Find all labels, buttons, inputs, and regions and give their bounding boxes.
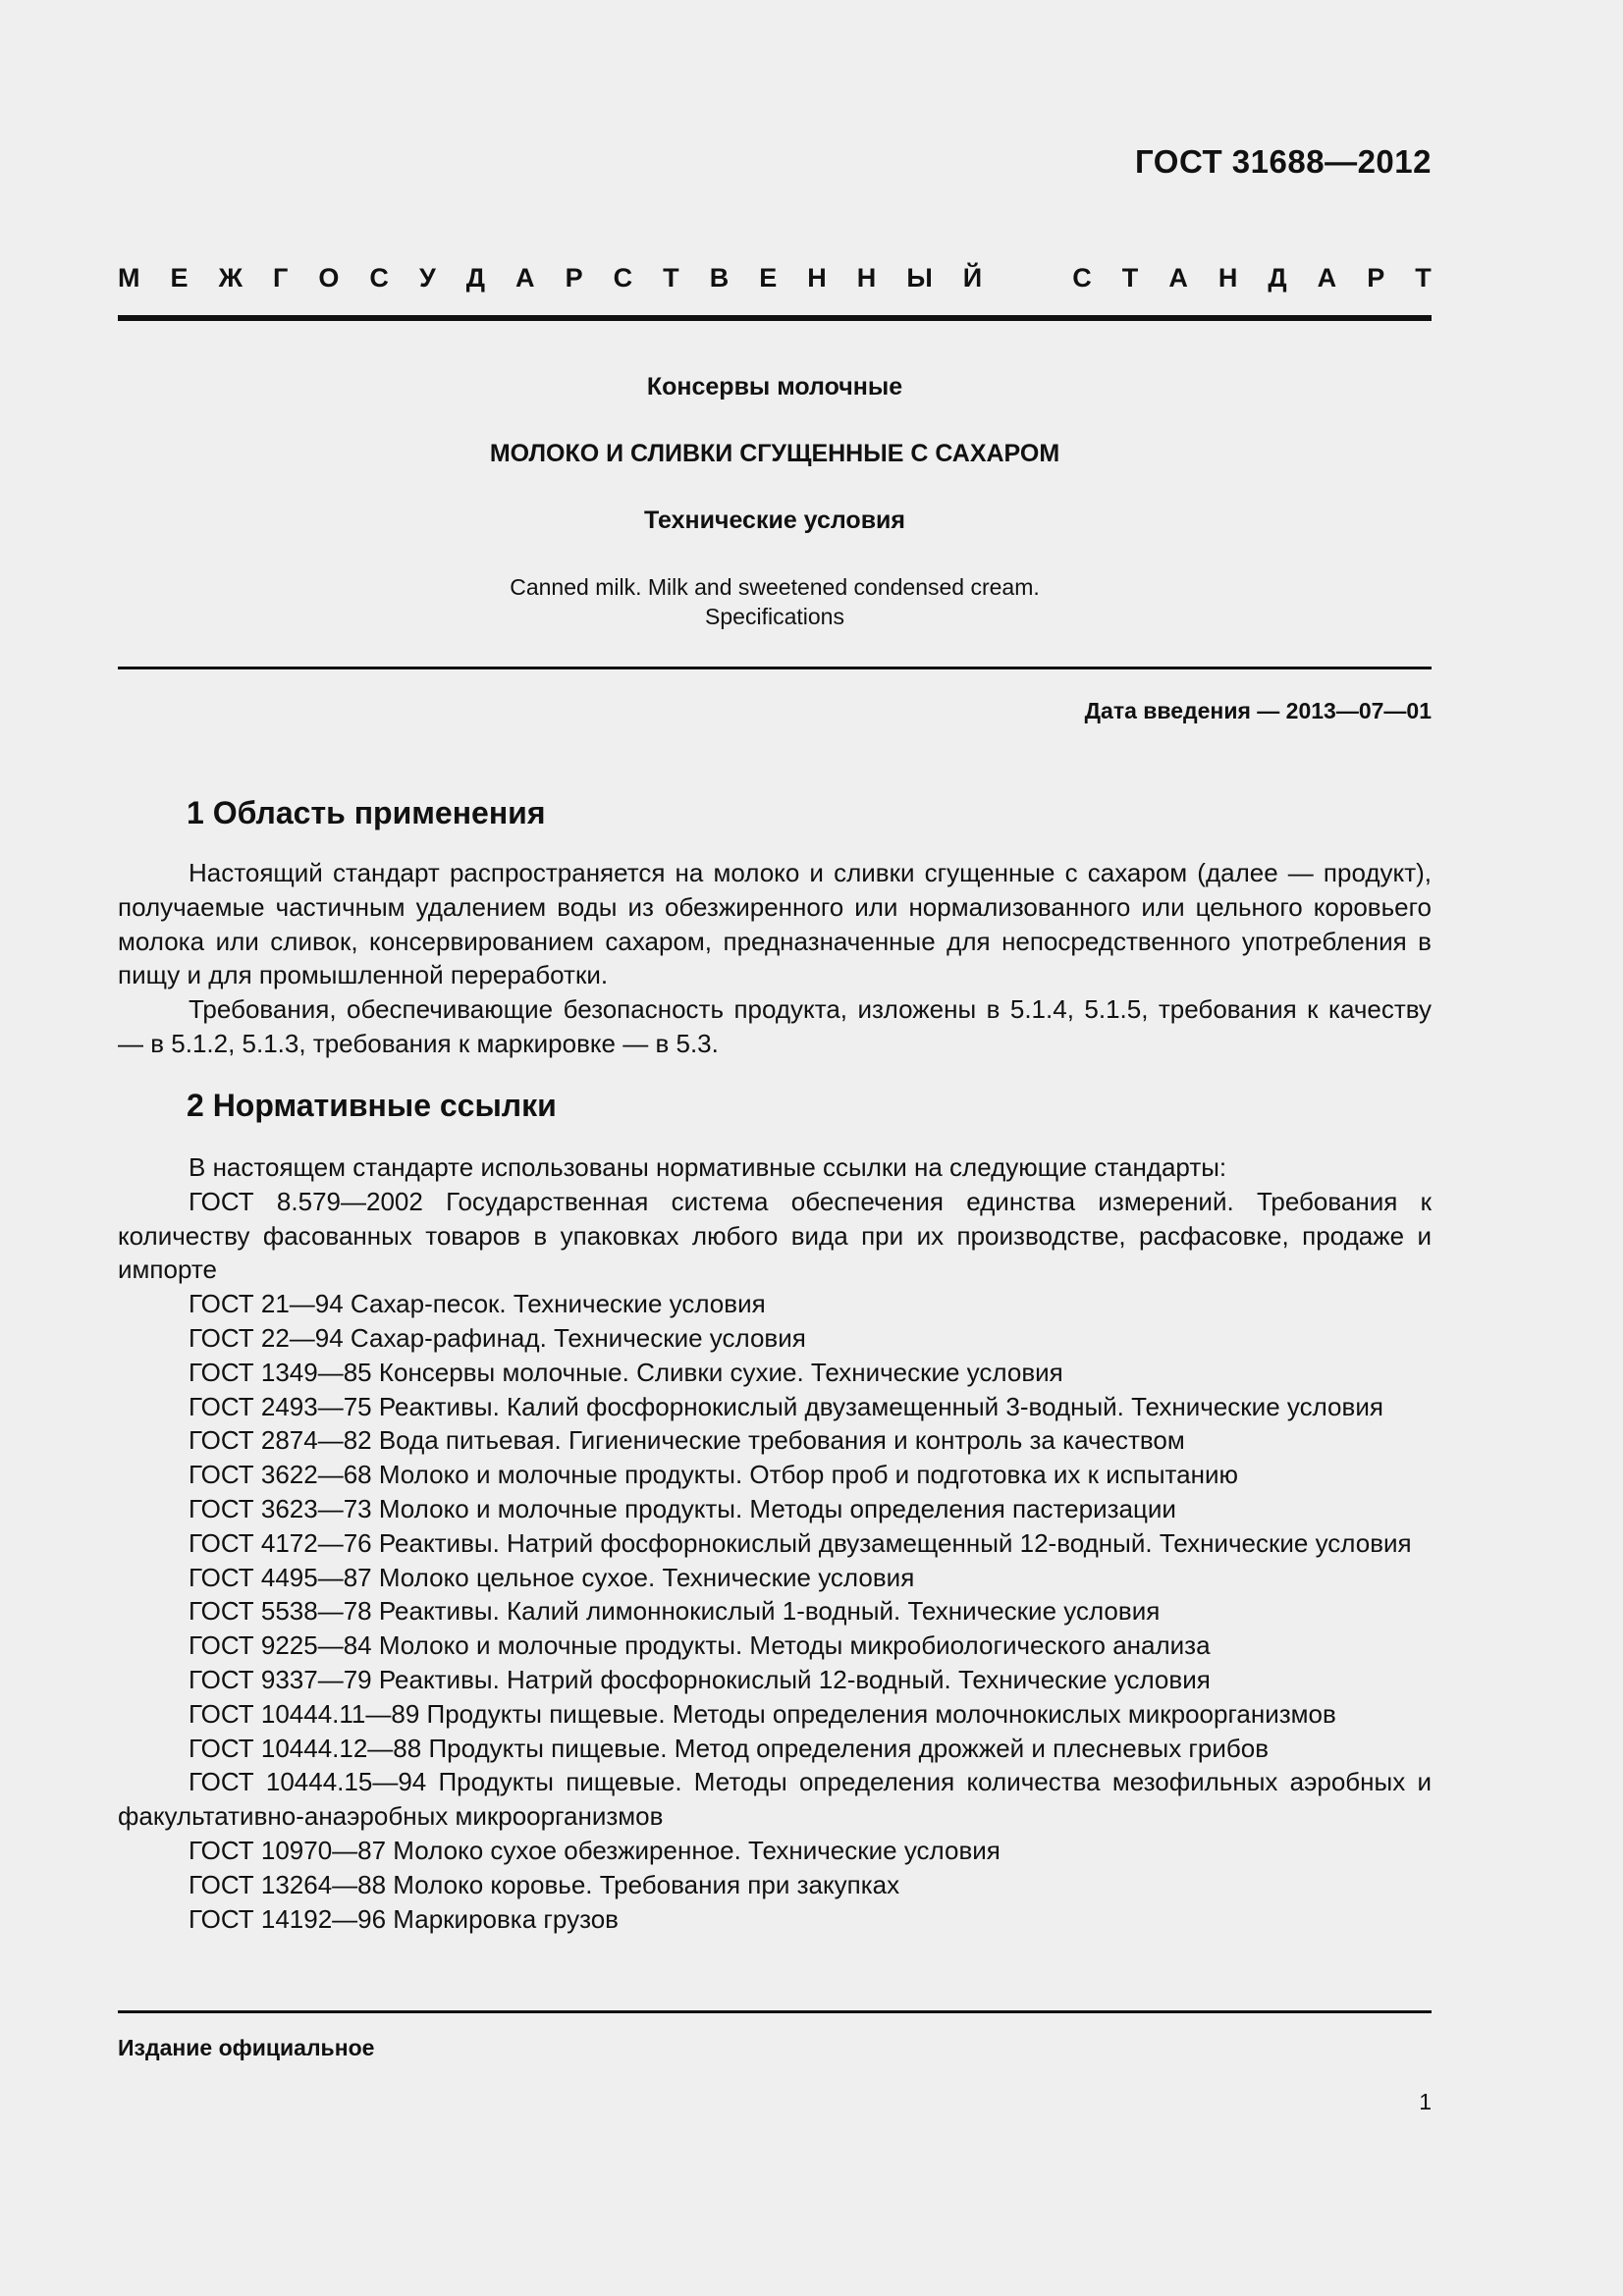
reference-item: ГОСТ 10444.11—89 Продукты пищевые. Методы определения молочнокислых микроорганизмов (189, 1698, 1336, 1729)
reference-item: ГОСТ 1349—85 Консервы молочные. Сливки сухие. Технические условия (189, 1357, 1063, 1387)
footer-divider (118, 2010, 1432, 2013)
banner-letter: Ы (906, 262, 933, 293)
banner-letter: С (1072, 262, 1092, 293)
banner-letter: О (318, 262, 340, 293)
banner-letter: М (118, 262, 140, 293)
banner-letter: Т (1415, 262, 1432, 293)
banner-letter: С (613, 262, 633, 293)
banner-letter: Т (663, 262, 679, 293)
reference-item: ГОСТ 10444.15—94 Продукты пищевые. Методы определения количества мезофильных аэробных и факультативно-анаэробных микроорганизмов (118, 1767, 1432, 1832)
title-divider (118, 667, 1432, 669)
reference-item: ГОСТ 21—94 Сахар-песок. Технические условия (189, 1289, 766, 1319)
banner-letter: Ж (218, 262, 243, 293)
reference-item: ГОСТ 3622—68 Молоко и молочные продукты. Отбор проб и подготовка их к испытанию (189, 1460, 1238, 1490)
banner-letter: Н (807, 262, 827, 293)
reference-item: ГОСТ 13264—88 Молоко коровье. Требования при закупках (189, 1869, 900, 1899)
banner-letter: Г (273, 262, 289, 293)
title-subtitle: Технические условия (643, 507, 906, 534)
banner-letter: Д (465, 262, 486, 293)
paragraph: Настоящий стандарт распространяется на молоко и сливки сгущенные с сахаром (далее — продукт), получаемые частичным удалением воды из обезжиренного или нормализованного или цельного коровьего молока или сливок, консервированием сахаром, предназначенные для непосредственного употребления в пищу и для промышленной переработки. (118, 858, 1432, 990)
banner-letter: Е (759, 262, 778, 293)
banner-letter: У (418, 262, 436, 293)
reference-item: ГОСТ 3623—73 Молоко и молочные продукты. Методы определения пастеризации (189, 1493, 1176, 1523)
gost-code: ГОСТ 31688—2012 (1135, 143, 1432, 180)
banner-letter: Е (170, 262, 189, 293)
reference-item: ГОСТ 2874—82 Вода питьевая. Гигиенические требования и контроль за качеством (189, 1425, 1185, 1456)
reference-item: ГОСТ 14192—96 Маркировка грузов (189, 1903, 619, 1934)
official-edition-label: Издание официальное (118, 2035, 375, 2060)
reference-item: ГОСТ 5538—78 Реактивы. Калий лимоннокислый 1-водный. Технические условия (189, 1596, 1161, 1627)
header-divider (118, 315, 1432, 321)
title-category: Консервы молочные (646, 373, 903, 400)
document-page (118, 0, 1432, 2296)
title-english (118, 572, 1432, 631)
banner-letter: В (709, 262, 730, 293)
reference-item: ГОСТ 2493—75 Реактивы. Калий фосфорнокислый двузамещенный 3-водный. Технические условия (189, 1391, 1383, 1421)
banner-letter: А (1317, 262, 1337, 293)
reference-item: ГОСТ 9225—84 Молоко и молочные продукты. Методы микробиологического анализа (189, 1630, 1211, 1661)
banner-letter: Н (1217, 262, 1238, 293)
reference-item: ГОСТ 10970—87 Молоко сухое обезжиренное. Технические условия (189, 1835, 1001, 1865)
banner-letter: Т (1121, 262, 1139, 293)
title-english-line: Canned milk. Milk and sweetened condensed cream. (510, 574, 1040, 600)
banner-letter: Р (565, 262, 583, 293)
reference-item: ГОСТ 4495—87 Молоко цельное сухое. Технические условия (189, 1562, 915, 1592)
paragraph: В настоящем стандарте использованы нормативные ссылки на следующие стандарты: (189, 1152, 1227, 1182)
section-body (118, 856, 1432, 1061)
reference-item: ГОСТ 8.579—2002 Государственная система обеспечения единства измерений. Требования к количеству фасованных товаров в упаковках любого вида при их производстве, расфасовке, продаже и импорте (118, 1186, 1432, 1285)
section-heading: 2 Нормативные ссылки (187, 1088, 557, 1123)
banner-letter: Н (856, 262, 877, 293)
reference-item: ГОСТ 4172—76 Реактивы. Натрий фосфорнокислый двузамещенный 12-водный. Технические условия (189, 1527, 1412, 1558)
reference-item: ГОСТ 10444.12—88 Продукты пищевые. Метод определения дрожжей и плесневых грибов (189, 1733, 1270, 1763)
banner-letter: А (1168, 262, 1188, 293)
banner-letter: Й (962, 262, 983, 293)
page-number: 1 (1419, 2089, 1432, 2114)
introduction-date: Дата введения — 2013—07—01 (1084, 698, 1432, 723)
banner-letter: С (369, 262, 389, 293)
reference-item: ГОСТ 22—94 Сахар-рафинад. Технические условия (189, 1322, 806, 1353)
reference-item: ГОСТ 9337—79 Реактивы. Натрий фосфорнокислый 12-водный. Технические условия (189, 1664, 1211, 1694)
section-heading: 1 Область применения (187, 795, 546, 830)
section-body (118, 1150, 1432, 1936)
banner-letter: Д (1268, 262, 1287, 293)
paragraph: Требования, обеспечивающие безопасность продукта, изложены в 5.1.4, 5.1.5, требования к качеству — в 5.1.2, 5.1.3, требования к маркировке — в 5.3. (118, 994, 1432, 1058)
title-english-line: Specifications (705, 604, 844, 629)
banner-letter: Р (1367, 262, 1385, 293)
banner-letter: А (515, 262, 535, 293)
title-main: МОЛОКО И СЛИВКИ СГУЩЕННЫЕ С САХАРОМ (489, 440, 1060, 467)
interstate-standard-banner (118, 260, 1432, 295)
